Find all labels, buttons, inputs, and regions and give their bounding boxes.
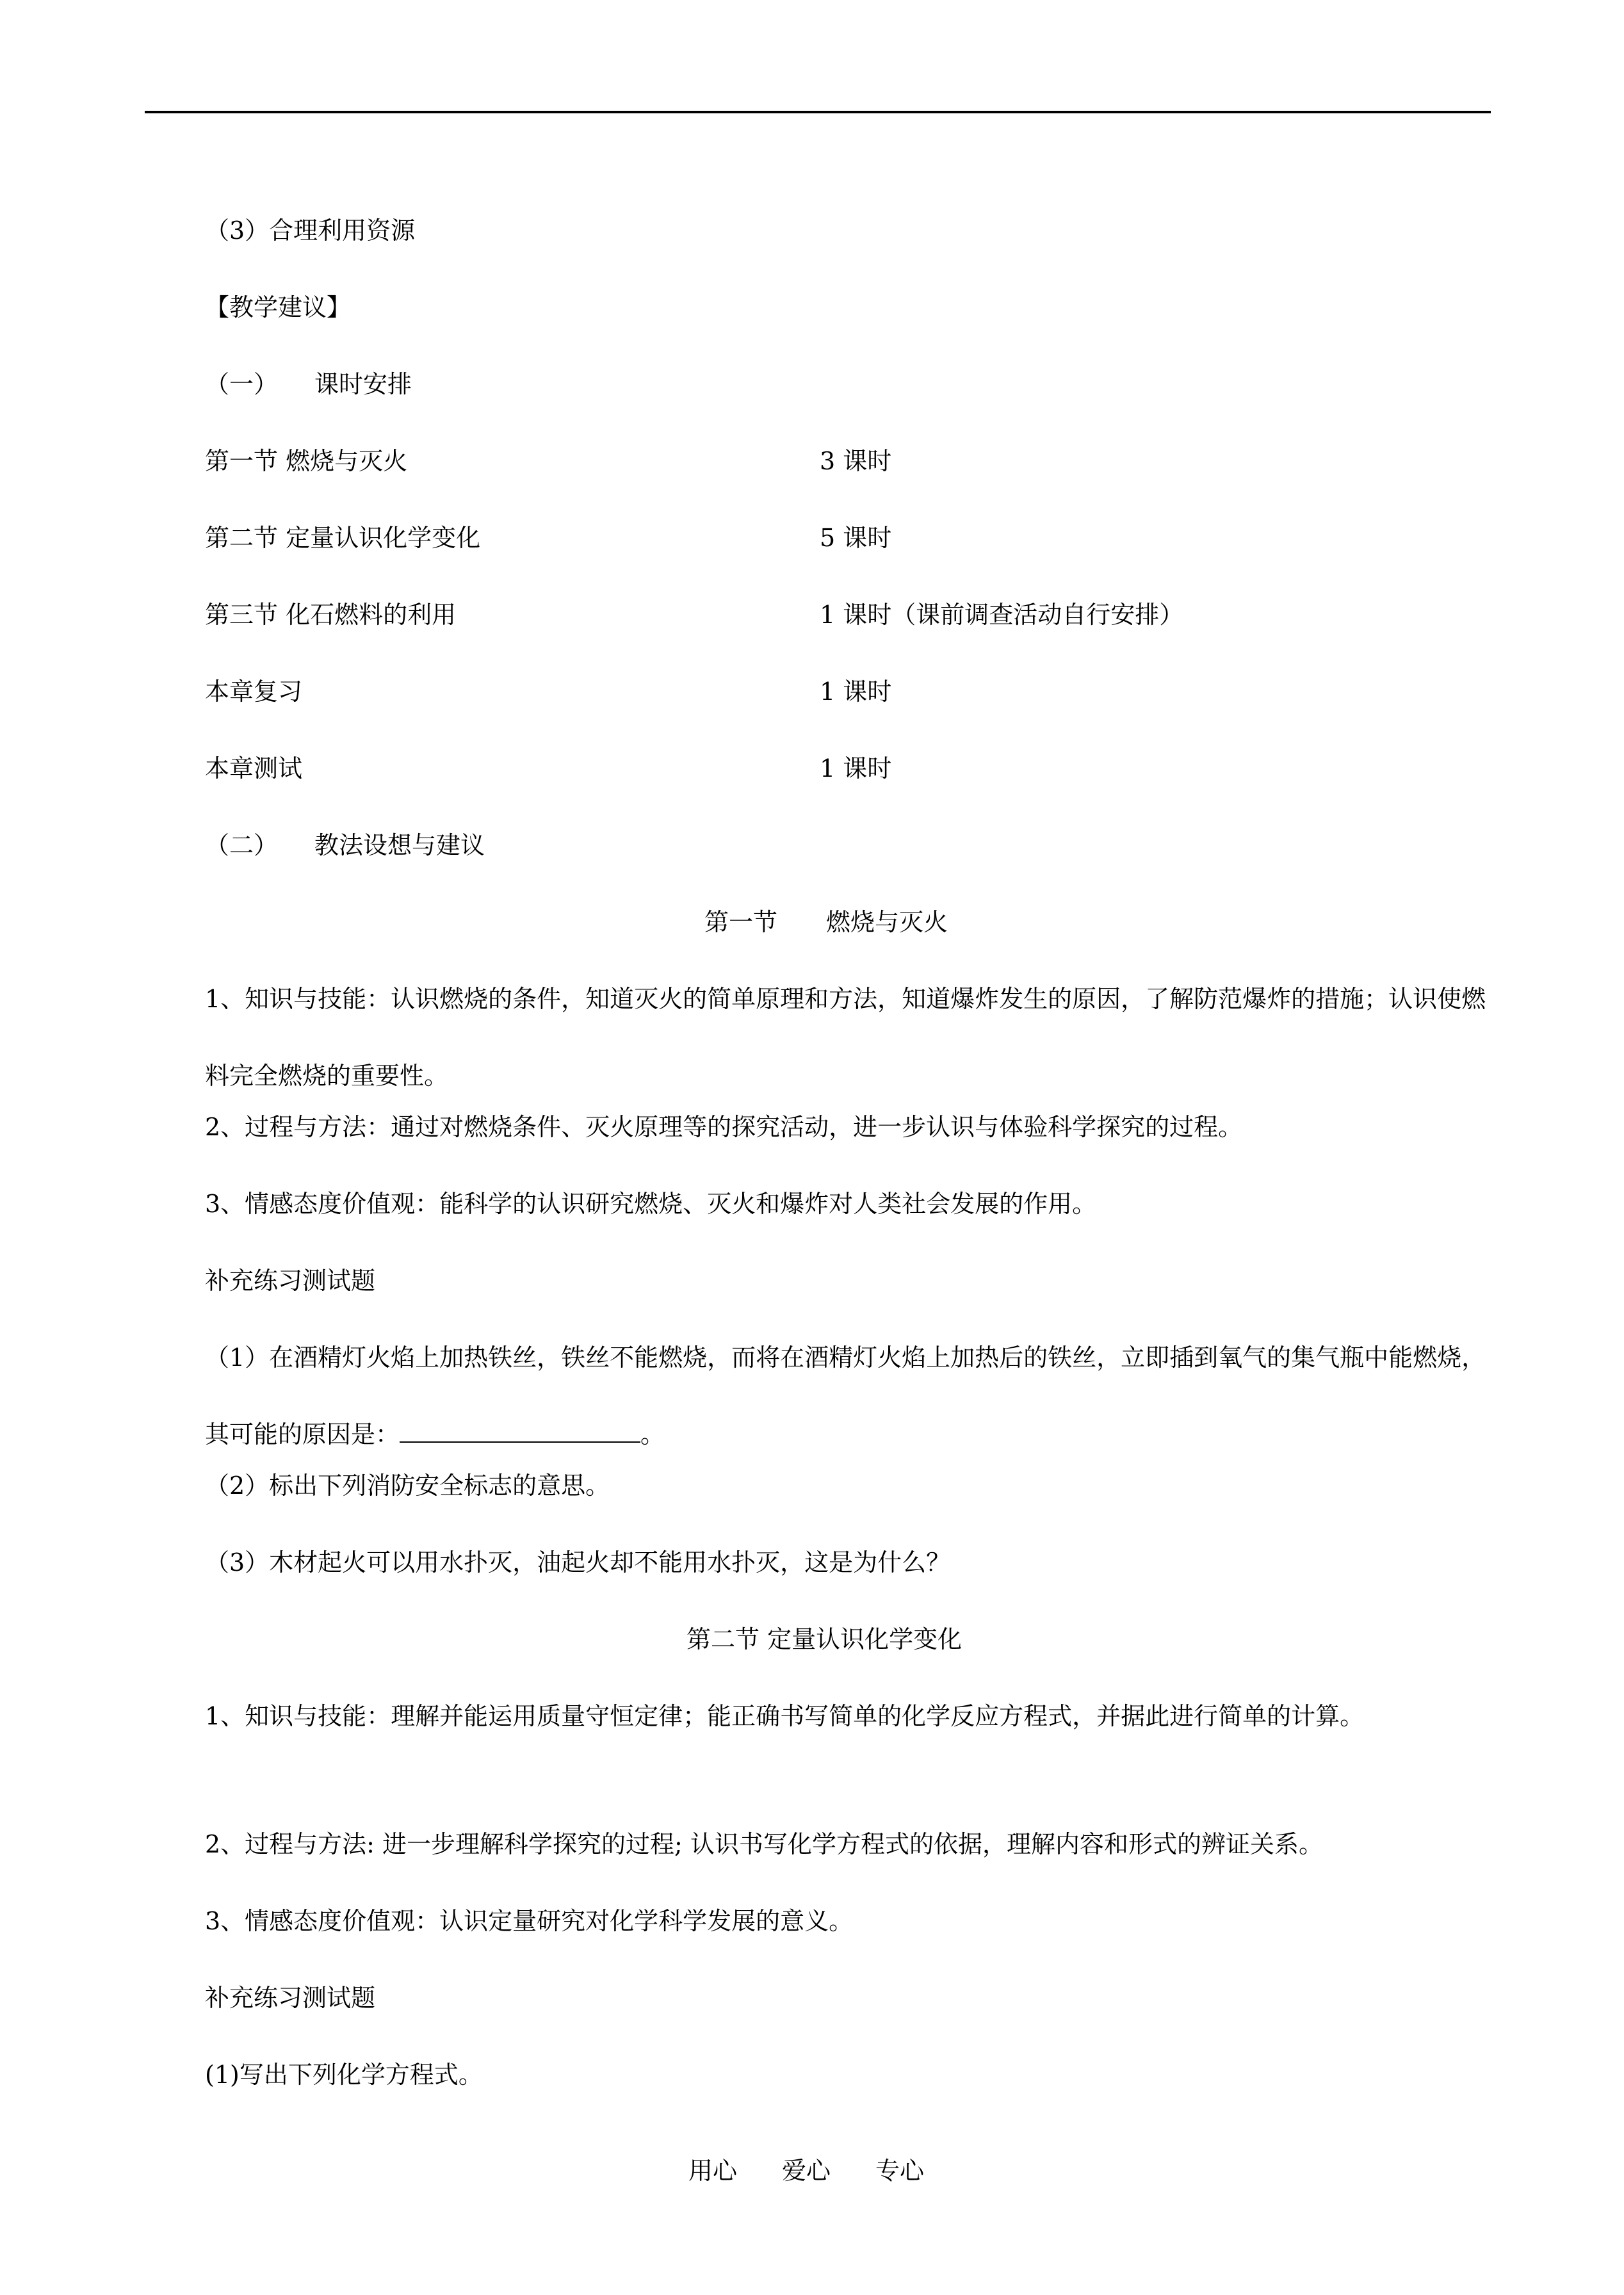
- schedule-section: 第三节 化石燃料的利用: [205, 601, 457, 629]
- footer-word: 用心: [688, 2157, 738, 2185]
- schedule-section: 本章复习: [205, 677, 303, 706]
- question1-end: 。: [640, 1420, 665, 1448]
- section1-exercise-heading: 补充练习测试题: [205, 1267, 376, 1295]
- section2-attitude: 3、情感态度价值观：认识定量研究对化学科学发展的意义。: [205, 1907, 854, 1935]
- section1-question3: （3）木材起火可以用水扑灭，油起火却不能用水扑灭，这是为什么？: [205, 1548, 951, 1577]
- footer-word: 专心: [875, 2157, 925, 2185]
- question1-text: （1）在酒精灯火焰上加热铁丝，铁丝不能燃烧，而将在酒精灯火焰上加热后的铁丝，立即插到氧气的集气瓶中能燃烧，其可能的原因是：: [205, 1343, 1486, 1448]
- footer: [688, 2155, 924, 2186]
- teaching-suggestion-heading: 【教学建议】: [205, 293, 352, 321]
- answer-blank[interactable]: [400, 1420, 640, 1443]
- header-rule: [145, 111, 1491, 113]
- schedule-hours: 5 课时: [820, 524, 892, 552]
- schedule-hours: 3 课时: [820, 447, 892, 475]
- section1-knowledge: [205, 961, 1492, 1114]
- schedule-row: [205, 676, 892, 707]
- schedule-section: 第二节 定量认识化学变化: [205, 524, 481, 552]
- schedule-section: 本章测试: [205, 754, 303, 783]
- schedule-row: [205, 446, 892, 476]
- section1-attitude: 3、情感态度价值观：能科学的认识研究燃烧、灭火和爆炸对人类社会发展的作用。: [205, 1190, 1097, 1218]
- schedule-row: [205, 599, 1184, 630]
- schedule-section: 第一节 燃烧与灭火: [205, 447, 408, 475]
- section2-exercise-heading: 补充练习测试题: [205, 1984, 376, 2012]
- section1-title: 第一节 燃烧与灭火: [704, 908, 948, 936]
- part2-heading: （二） 教法设想与建议: [205, 831, 485, 859]
- schedule-hours: 1 课时: [820, 754, 892, 783]
- schedule-hours: 1 课时: [820, 677, 892, 706]
- item-3-text: （3）合理利用资源: [205, 216, 416, 245]
- section2-knowledge: 1、知识与技能：理解并能运用质量守恒定律；能正确书写简单的化学反应方程式，并据此进行简单的计算。: [205, 1702, 1365, 1730]
- footer-word: 爱心: [782, 2157, 831, 2185]
- schedule-hours: 1 课时（课前调查活动自行安排）: [820, 601, 1184, 629]
- section1-process: 2、过程与方法：通过对燃烧条件、灭火原理等的探究活动，进一步认识与体验科学探究的过程。: [205, 1113, 1243, 1141]
- section1-question1: [205, 1319, 1492, 1473]
- section1-knowledge-text: 1、知识与技能：认识燃烧的条件，知道灭火的简单原理和方法，知道爆炸发生的原因，了解防范爆炸的措施；认识使燃料完全燃烧的重要性。: [205, 985, 1486, 1090]
- section1-question2: （2）标出下列消防安全标志的意思。: [205, 1472, 610, 1500]
- section2-process: 2、过程与方法: 进一步理解科学探究的过程; 认识书写化学方程式的依据，理解内容和形式的辨证关系。: [205, 1830, 1323, 1858]
- schedule-row: [205, 523, 892, 553]
- section2-question1: (1)写出下列化学方程式。: [205, 2061, 483, 2089]
- section2-title: 第二节 定量认识化学变化: [686, 1625, 962, 1653]
- part1-heading: （一） 课时安排: [205, 370, 412, 398]
- schedule-row: [205, 753, 892, 784]
